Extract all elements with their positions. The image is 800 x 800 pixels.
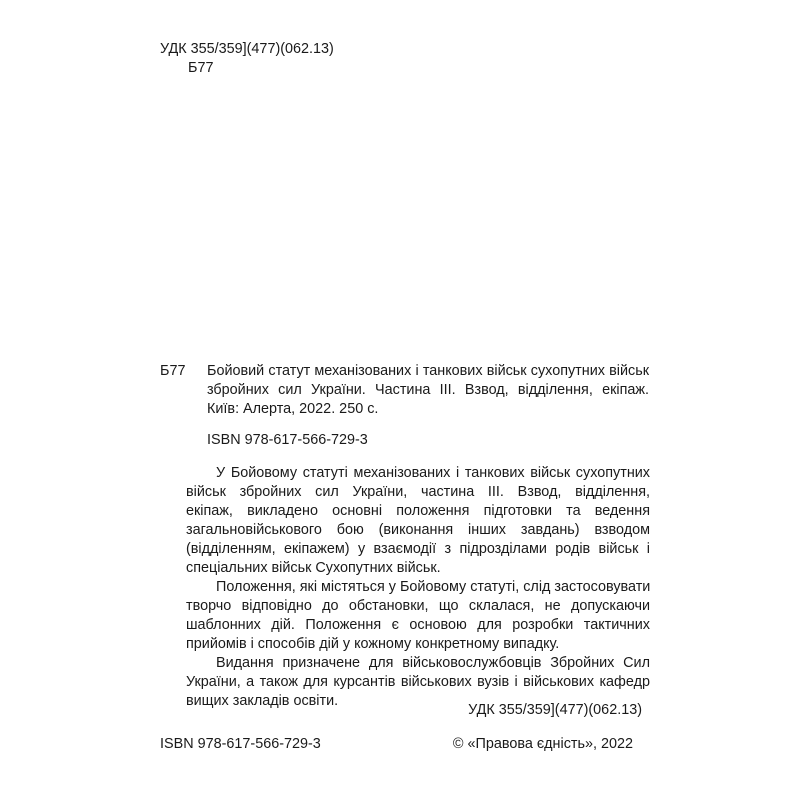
udk-code-bottom: УДК 355/359](477)(062.13): [468, 702, 642, 718]
annotation-line: Положення, які містяться у Бойовому статуті, слід застосовувати: [216, 579, 651, 595]
copyright-notice: © «Правова єдність», 2022: [452, 736, 633, 752]
udk-code-top: УДК 355/359](477)(062.13): [160, 41, 334, 57]
bibliographic-line: Київ: Алерта, 2022. 250 с.: [207, 401, 379, 417]
annotation-line: загальновійськового бою (виконання інших завдань) взводом: [186, 522, 650, 538]
annotation: [186, 464, 650, 711]
annotation-line: прийомів і способів дій у кожному конкретному випадку.: [186, 636, 560, 652]
annotation-line: Видання призначене для військовослужбовців Збройних Сил: [216, 655, 650, 671]
annotation-line: шаблонних дій. Положення є основою для розробки тактичних: [186, 617, 650, 633]
isbn-bottom: ISBN 978-617-566-729-3: [160, 736, 321, 752]
annotation-line: творчо відповідно до обстановки, що склалася, не допускаючи: [186, 598, 650, 614]
bibliographic-line: Бойовий статут механізованих і танкових військ сухопутних військ: [207, 363, 649, 379]
author-sign-bibliographic: Б77: [160, 363, 186, 379]
bibliographic-description: [207, 362, 649, 419]
annotation-line: (відділенням, екіпажем) у взаємодії з підрозділами родів військ і: [186, 541, 650, 557]
annotation-line: екіпаж, викладено основні положення підготовки та ведення: [186, 503, 650, 519]
isbn-middle: ISBN 978-617-566-729-3: [207, 432, 368, 448]
annotation-line: спеціальних військ Сухопутних військ.: [186, 560, 441, 576]
annotation-line: вищих закладів освіти.: [186, 693, 339, 709]
annotation-line: військ збройних сил України, частина ІІІ. Взвод, відділення,: [186, 484, 650, 500]
author-sign-top: Б77: [188, 60, 214, 76]
annotation-line: України, а також для курсантів військових вузів і військових кафедр: [186, 674, 650, 690]
bibliographic-line: збройних сил України. Частина ІІІ. Взвод, відділення, екіпаж.: [207, 382, 649, 398]
annotation-line: У Бойовому статуті механізованих і танкових військ сухопутних: [216, 465, 650, 481]
